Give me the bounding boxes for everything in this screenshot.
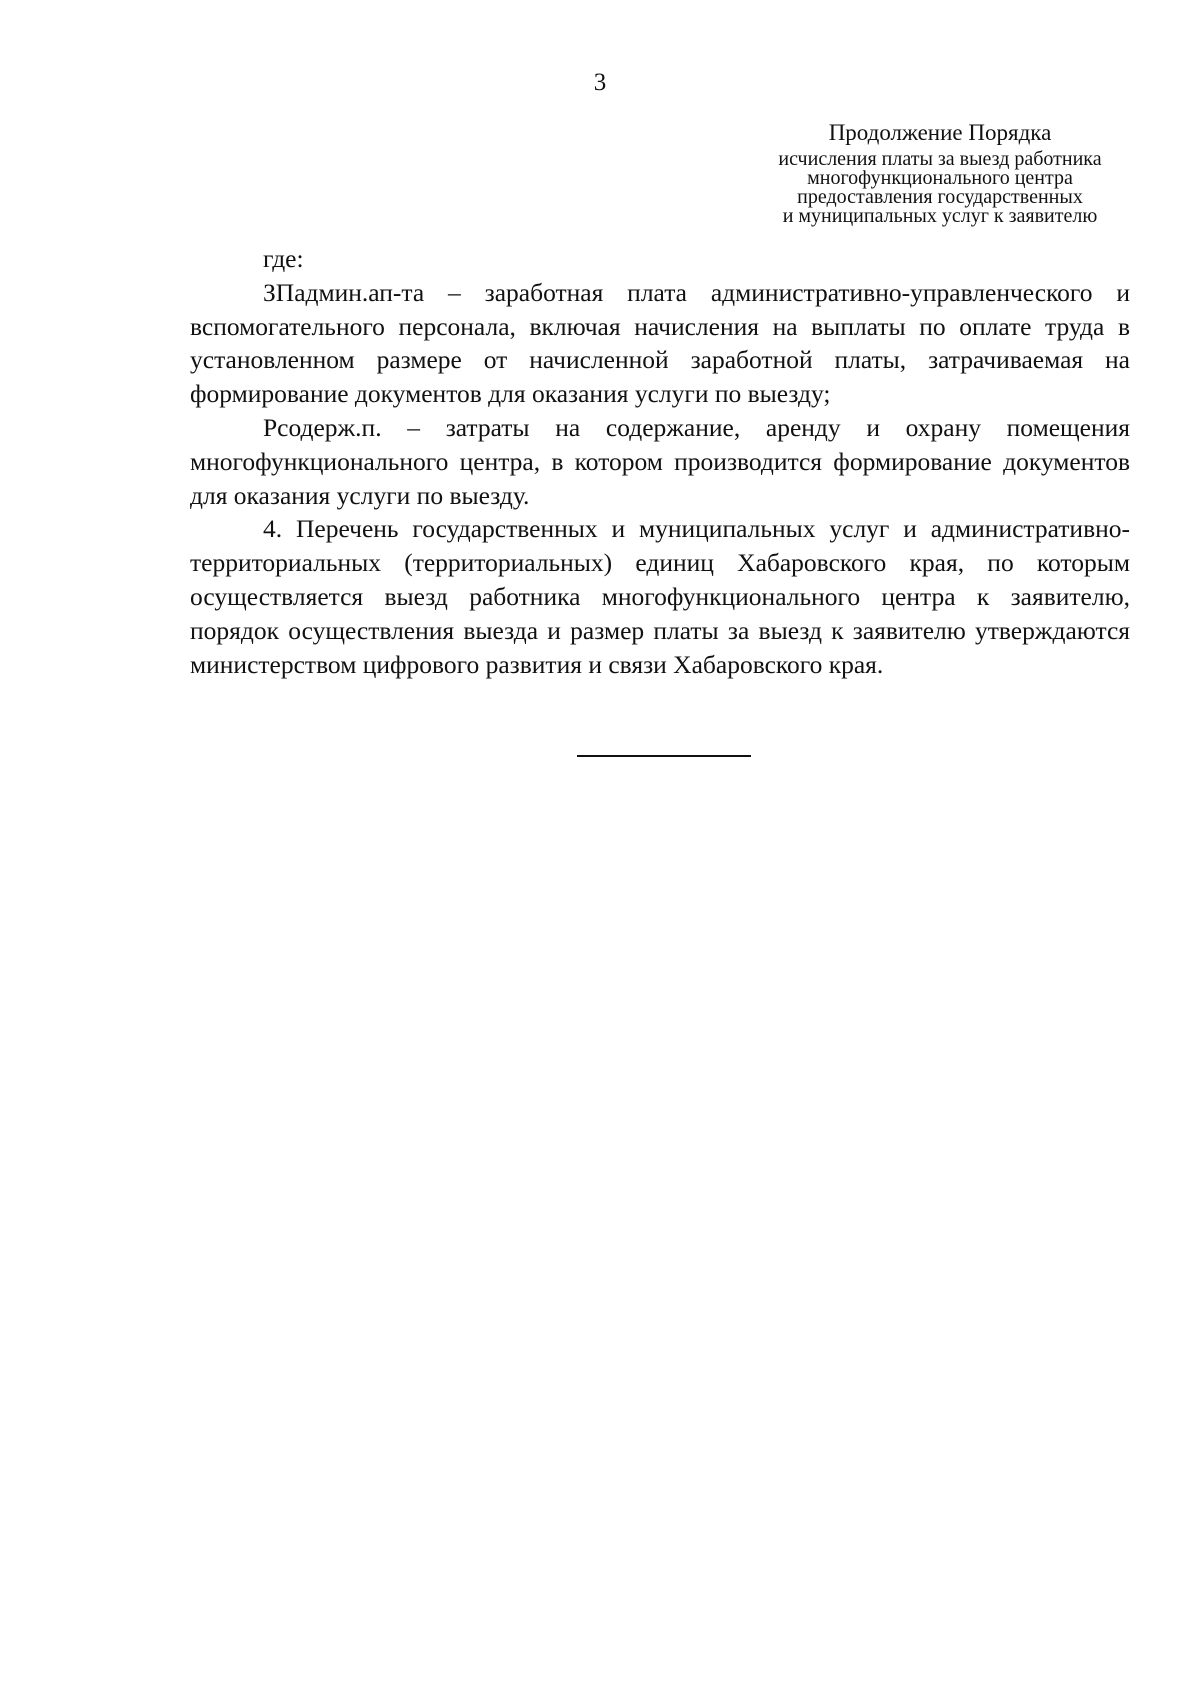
page-number: 3: [593, 69, 607, 96]
header-line-5: и муниципальных услуг к заявителю: [782, 205, 1098, 227]
paragraph-item-4: 4. Перечень государственных и муниципальных услуг и административно-территориальных (территориальных) единиц Хабаровского края, по которым осуществляется выезд работника многофункционального центра к заявителю, порядок осуществления выезда и размер платы за выезд к заявителю утверждаются министерством цифрового развития и связи Хабаровского края.: [190, 514, 1130, 679]
header-line-1: Продолжение Порядка: [828, 120, 1052, 145]
document-header: [720, 118, 1160, 226]
paragraph-maintenance-definition: Рсодерж.п. – затраты на содержание, аренду и охрану помещения многофункционального центра, в котором производится формирование документов для оказания услуги по выезду.: [190, 412, 1130, 510]
header-line-2: исчисления платы за выезд работника: [778, 148, 1102, 170]
where-label: где:: [263, 244, 304, 273]
header-line-3: многофункционального центра: [807, 167, 1073, 189]
closing-divider-line: [577, 755, 751, 757]
body-text: [190, 242, 1130, 681]
paragraph-salary-definition: ЗПадмин.ап-та – заработная плата административно-управленческого и вспомогательного персонала, включая начисления на выплаты по оплате труда в установленном размере от начисленной заработной платы, затрачиваемая на формирование документов для оказания услуги по выезду;: [190, 277, 1130, 409]
header-line-4: предоставления государственных: [797, 186, 1083, 208]
